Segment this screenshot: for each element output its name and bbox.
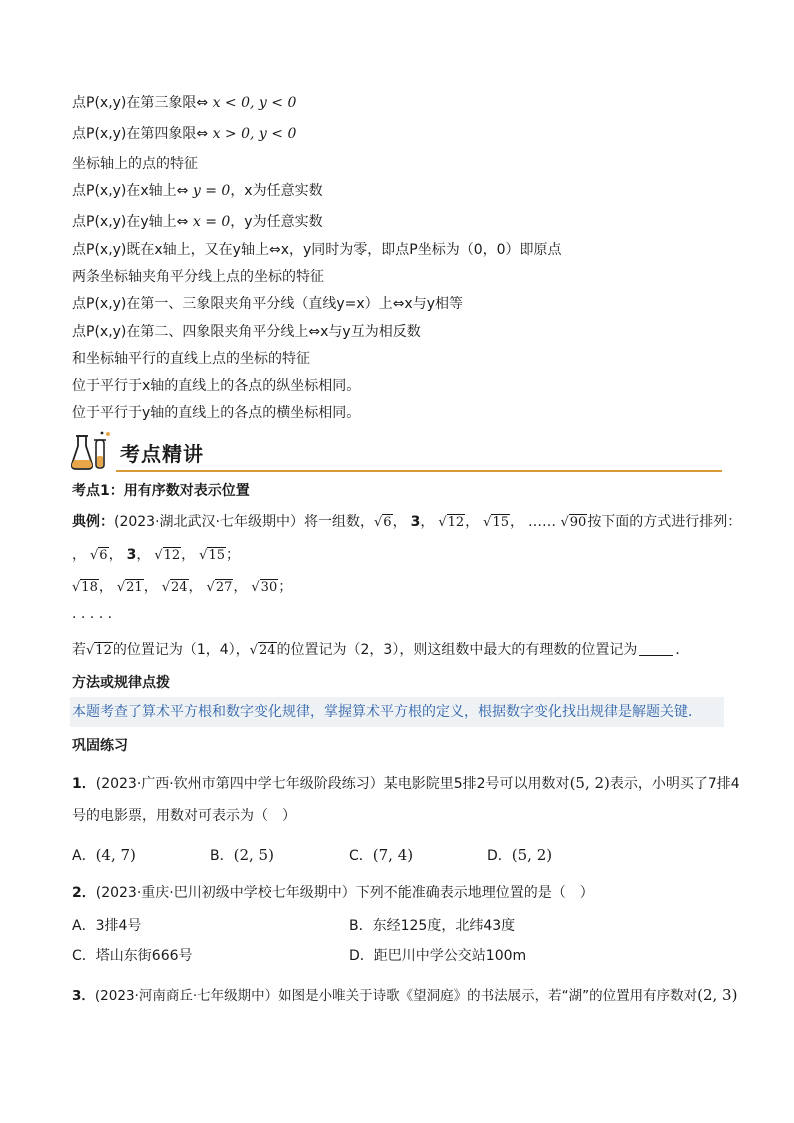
q2-option-d[interactable] bbox=[349, 946, 526, 966]
radical: √12 bbox=[438, 515, 465, 530]
radicand: 6 bbox=[383, 515, 392, 530]
math: x = 0 bbox=[192, 214, 231, 230]
iff-symbol: ⇔ bbox=[308, 324, 321, 340]
radicand: 21 bbox=[126, 580, 143, 595]
radicand: 12 bbox=[447, 515, 465, 530]
bisector-heading: 两条坐标轴夹角平分线上点的坐标的特征 bbox=[72, 269, 324, 285]
radicand: 24 bbox=[258, 643, 276, 658]
radical: √24 bbox=[161, 580, 188, 595]
radical: √12 bbox=[86, 643, 112, 658]
q1-option-a[interactable] bbox=[72, 845, 136, 866]
number: 3 bbox=[410, 514, 421, 530]
radicand: 12 bbox=[95, 643, 112, 658]
line-third-quadrant bbox=[72, 93, 296, 113]
radicand: 30 bbox=[260, 580, 278, 595]
parallel-x: 位于平行于x轴的直线上的各点的纵坐标相同。 bbox=[72, 378, 361, 394]
radicand: 90 bbox=[569, 515, 587, 530]
line-fourth-quadrant bbox=[72, 124, 296, 144]
option-label: D． bbox=[349, 948, 374, 964]
radical: √27 bbox=[206, 580, 233, 595]
line-on-y-axis bbox=[72, 212, 323, 232]
line-origin bbox=[72, 240, 562, 260]
text: 的位置记为（1，4）， bbox=[112, 642, 250, 658]
section-banner bbox=[70, 430, 722, 472]
option-value: 3排4号 bbox=[95, 918, 142, 934]
q2-option-a[interactable] bbox=[72, 916, 141, 936]
q1-option-b[interactable] bbox=[210, 845, 274, 866]
method-box: 本题考查了算术平方根和数字变化规律，掌握算术平方根的定义，根据数字变化找出规律是解题关键． bbox=[70, 697, 724, 727]
text: 若 bbox=[72, 642, 86, 658]
text: (2023·广西·钦州市第四中学七年级阶段练习）某电影院里5排2号可以用数对 bbox=[95, 776, 570, 792]
text: 点P(x,y)在第三象限 bbox=[72, 95, 197, 111]
line-bisector-2-4 bbox=[72, 322, 421, 342]
radical: √15 bbox=[199, 548, 226, 563]
q1-line-2: 号的电影票，用数对可表示为（ ） bbox=[72, 808, 296, 824]
option-value: 东经125度，北纬43度 bbox=[372, 918, 516, 934]
text: x与y互为相反数 bbox=[320, 324, 421, 340]
option-value: (7, 4) bbox=[372, 846, 414, 864]
radicand: 27 bbox=[215, 580, 233, 595]
text: (2023·重庆·巴川初级中学校七年级期中）下列不能准确表示地理位置的是（ ） bbox=[95, 885, 594, 901]
answer-blank[interactable] bbox=[639, 641, 673, 656]
ellipsis: …… bbox=[528, 514, 557, 530]
question-number: 2． bbox=[72, 885, 96, 901]
q1-option-d[interactable] bbox=[487, 845, 552, 866]
option-value: 距巴川中学公交站100m bbox=[373, 948, 527, 964]
option-label: A． bbox=[72, 918, 96, 934]
radical: √30 bbox=[251, 580, 278, 595]
line-bisector-1-3 bbox=[72, 294, 463, 314]
parallel-heading: 和坐标轴平行的直线上点的坐标的特征 bbox=[72, 351, 310, 367]
text: 点P(x,y)既在x轴上，又在y轴上 bbox=[72, 242, 269, 258]
text: 的位置记为（2，3），则这组数中最大的有理数的位置记为 bbox=[276, 642, 638, 658]
option-value: (5, 2) bbox=[511, 846, 553, 864]
example-line: 典例：(2023·湖北武汉·七年级期中）将一组数，√6， 3， √12， √15， …… √90按下面的方式进行排列： bbox=[72, 514, 742, 530]
radical: √18 bbox=[72, 580, 98, 595]
question-line bbox=[72, 640, 689, 661]
radical: √12 bbox=[154, 548, 181, 563]
parallel-y: 位于平行于y轴的直线上的各点的横坐标相同。 bbox=[72, 405, 361, 421]
radical: √15 bbox=[483, 515, 510, 530]
option-label: C． bbox=[349, 848, 373, 864]
option-value: 塔山东街666号 bbox=[95, 948, 193, 964]
math: (5, 2) bbox=[569, 774, 610, 792]
iff-symbol: ⇔ bbox=[196, 126, 209, 142]
q1-option-c[interactable] bbox=[349, 845, 413, 866]
option-label: B． bbox=[349, 918, 373, 934]
math: (2, 3) bbox=[697, 986, 738, 1004]
radical: √6 bbox=[374, 515, 392, 530]
text: 点P(x,y)在第二、四象限夹角平分线上 bbox=[72, 324, 309, 340]
example-label: 典例： bbox=[72, 514, 114, 530]
q2-option-b[interactable] bbox=[349, 916, 515, 936]
option-label: B． bbox=[210, 848, 234, 864]
line-on-x-axis bbox=[72, 181, 323, 201]
flask-icon bbox=[70, 430, 114, 472]
kaodian1-heading: 考点1：用有序数对表示位置 bbox=[72, 483, 250, 499]
text: 点P(x,y)在x轴上 bbox=[72, 183, 177, 199]
text: 按下面的方式进行排列： bbox=[587, 514, 742, 530]
radical: √6 bbox=[90, 548, 108, 563]
q1-line-1 bbox=[72, 773, 740, 794]
radicand: 15 bbox=[492, 515, 510, 530]
radicand: 12 bbox=[163, 548, 181, 563]
example-source: (2023·湖北武汉·七年级期中）将一组数， bbox=[114, 514, 374, 530]
radicand: 15 bbox=[208, 548, 226, 563]
arrangement-row-2: √18， √21， √24， √27， √30； bbox=[72, 579, 293, 595]
radical: √90 bbox=[560, 515, 587, 530]
banner-title: 考点精讲 bbox=[120, 442, 204, 466]
math: x > 0, y < 0 bbox=[212, 126, 297, 142]
iff-symbol: ⇔ bbox=[196, 95, 209, 111]
text: x，y同时为零，即点P坐标为（0，0）即原点 bbox=[280, 242, 562, 258]
option-label: D． bbox=[487, 848, 512, 864]
iff-symbol: ⇔ bbox=[176, 183, 189, 199]
option-value: (2, 5) bbox=[233, 846, 274, 864]
text: x与y相等 bbox=[404, 296, 463, 312]
axes-heading: 坐标轴上的点的特征 bbox=[72, 156, 198, 172]
text: 点P(x,y)在y轴上 bbox=[72, 214, 177, 230]
iff-symbol: ⇔ bbox=[176, 214, 189, 230]
iff-symbol: ⇔ bbox=[268, 242, 281, 258]
q2-line bbox=[72, 883, 594, 903]
method-heading: 方法或规律点拨 bbox=[72, 675, 170, 691]
radicand: 18 bbox=[81, 580, 98, 595]
option-label: C． bbox=[72, 948, 96, 964]
text: (2023·河南商丘·七年级期中）如图是小唯关于诗歌《望洞庭》的书法展示，若“湖”的位置用有序数对 bbox=[94, 988, 698, 1004]
radicand: 24 bbox=[170, 580, 188, 595]
text: 点P(x,y)在第四象限 bbox=[72, 126, 197, 142]
option-label: A． bbox=[72, 848, 96, 864]
text: 点P(x,y)在第一、三象限夹角平分线（直线y=x）上 bbox=[72, 296, 393, 312]
text: ，y为任意实数 bbox=[230, 214, 323, 230]
iff-symbol: ⇔ bbox=[392, 296, 405, 312]
ellipsis-row: · · · · · bbox=[72, 610, 113, 626]
q3-line bbox=[72, 985, 737, 1006]
question-number: 3． bbox=[72, 988, 95, 1004]
question-number: 1． bbox=[72, 776, 96, 792]
q2-option-c[interactable] bbox=[72, 946, 193, 966]
math: x < 0, y < 0 bbox=[212, 95, 297, 111]
radical: √24 bbox=[249, 643, 276, 658]
radical: √21 bbox=[116, 580, 143, 595]
practice-heading: 巩固练习 bbox=[72, 738, 128, 754]
math: y = 0 bbox=[192, 183, 231, 199]
arrangement-row-1: ， √6， 3， √12， √15； bbox=[72, 547, 241, 563]
banner-rule bbox=[116, 470, 722, 472]
radicand: 6 bbox=[99, 548, 108, 563]
number: 3 bbox=[126, 547, 137, 563]
text: ． bbox=[675, 642, 690, 658]
option-value: (4, 7) bbox=[95, 846, 136, 864]
text: 表示，小明买了7排4 bbox=[609, 776, 740, 792]
text: ，x为任意实数 bbox=[230, 183, 323, 199]
